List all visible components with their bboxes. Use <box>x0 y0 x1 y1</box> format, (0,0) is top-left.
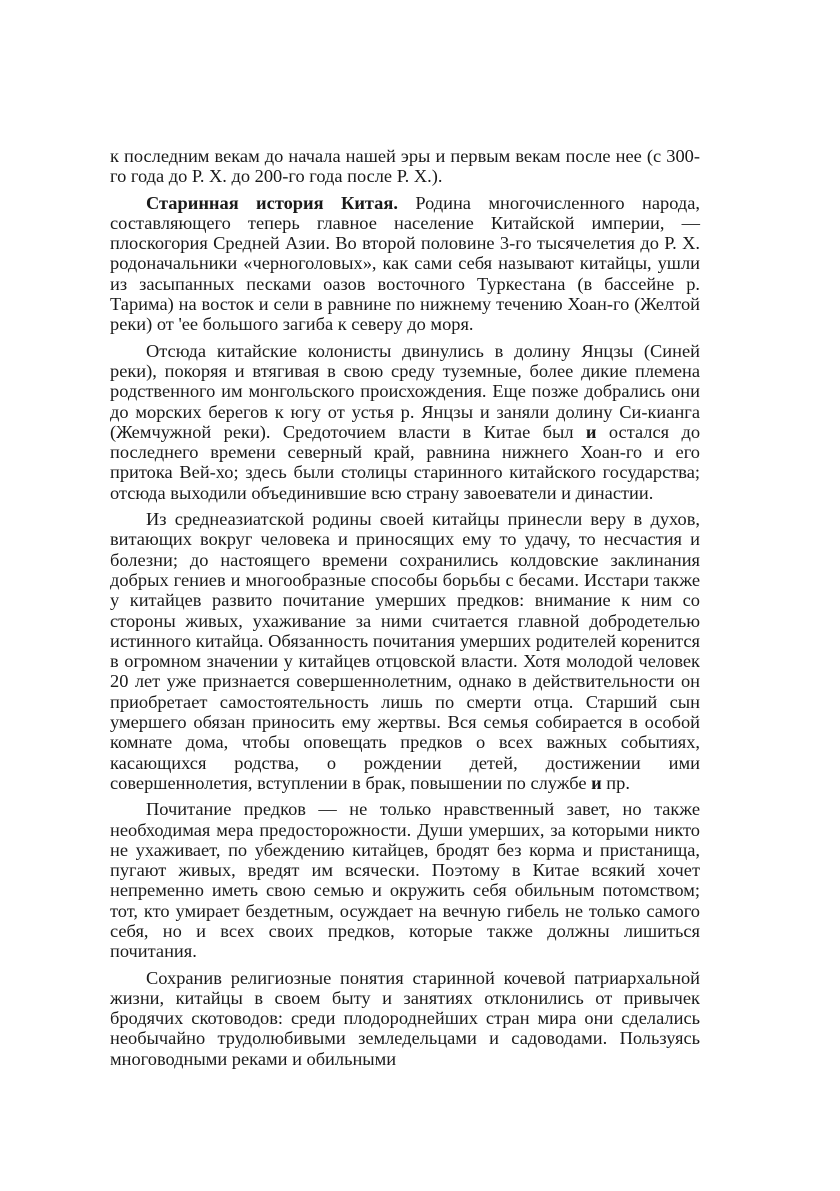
bold-conjunction: и <box>585 421 597 442</box>
bold-conjunction: и <box>591 772 602 793</box>
paragraph-beliefs <box>110 509 700 793</box>
paragraph-farmers <box>110 968 700 1069</box>
paragraph-text: Почитание предков — не только нравственный завет, но также необходимая мера предосторожности. Души умерших, за которыми никто не ухаживает, по убеждению китайцев, бродят без корма и пристанища, пугают живых, вредят им всячески. Поэтому в Китае всякий хочет непременно иметь свою семью и окружить себя обильным потомством; тот, кто умирает бездетным, осуждает на вечную гибель не только самого себя, но и всех своих предков, которые также должны лишиться почитания. <box>110 799 700 962</box>
paragraph-text: остался до последнего времени северный край, равнина нижнего Хоан-го и его притока Вей-хо; здесь были столицы старинного китайского государства; отсюда выходили объединившие всю страну завоеватели и династии. <box>110 421 701 503</box>
section-heading: Старинная история Китая. <box>146 192 398 213</box>
paragraph-text: пр. <box>601 772 630 793</box>
paragraph-text: Родина многочисленного народа, составляющего теперь главное население Китайской империи, — плоскогория Средней Азии. Во второй половине 3-го тысячелетия до Р. Х. родоначальники «черноголовых», как сами себя называют китайцы, ушли из засыпанных песками оазов восточного Туркестана (в бассейне р. Тарима) на восток и сели в равнине по нижнему течению Хоан-го (Желтой реки) от 'ее большого загиба к северу до моря. <box>110 192 700 335</box>
paragraph-text: Отсюда китайские колонисты двинулись в долину Янцзы (Синей реки), покоряя и втягивая в свою среду туземные, более дикие племена родственного им монгольского происхождения. Еще позже добрались они до морских берегов к югу от устья р. Янцзы и заняли долину Си-кианга (Жемчужной реки). Средоточием власти в Китае был <box>110 340 700 442</box>
paragraph-text: Из среднеазиатской родины своей китайцы принесли веру в духов, витающих вокруг человека и приносящих ему то удачу, то несчастия и болезни; до настоящего времени сохранились колдовские заклинания добрых гениев и многообразные способы борьбы с бесами. Исстари также у китайцев развито почитание умерших предков: внимание к ним со стороны живых, ухаживание за ними считается главной добродетелью истинного китайца. Обязанность почитания умерших родителей коренится в огромном значении у китайцев отцовской власти. Хотя молодой человек 20 лет уже признается совершеннолетним, однако в действительности он приобретает самостоятельность лишь по смерти отца. Старший сын умершего обязан приносить ему жертвы. Вся семья собирается в особой комнате дома, чтобы оповещать предков о всех важных событиях, касающихся родства, о рождении детей, достижении ими совершеннолетия, вступлении в брак, повышении по службе <box>110 509 700 793</box>
paragraph-continuation <box>110 146 700 187</box>
document-page <box>110 146 700 1075</box>
paragraph-colonists <box>110 341 700 503</box>
paragraph-ancestors <box>110 799 700 961</box>
paragraph-text: Сохранив религиозные понятия старинной кочевой патриархальной жизни, китайцы в своем быту и занятиях отклонились от привычек бродячих скотоводов: среди плодороднейших стран мира они сделались необычайно трудолюбивыми земледельцами и садоводами. Пользуясь многоводными реками и обильными <box>110 967 700 1069</box>
paragraph-chinese-history <box>110 193 700 335</box>
paragraph-text: к последним векам до начала нашей эры и первым векам после нее (с 300-го года до Р. Х. до 200-го года после Р. Х.). <box>110 146 700 187</box>
